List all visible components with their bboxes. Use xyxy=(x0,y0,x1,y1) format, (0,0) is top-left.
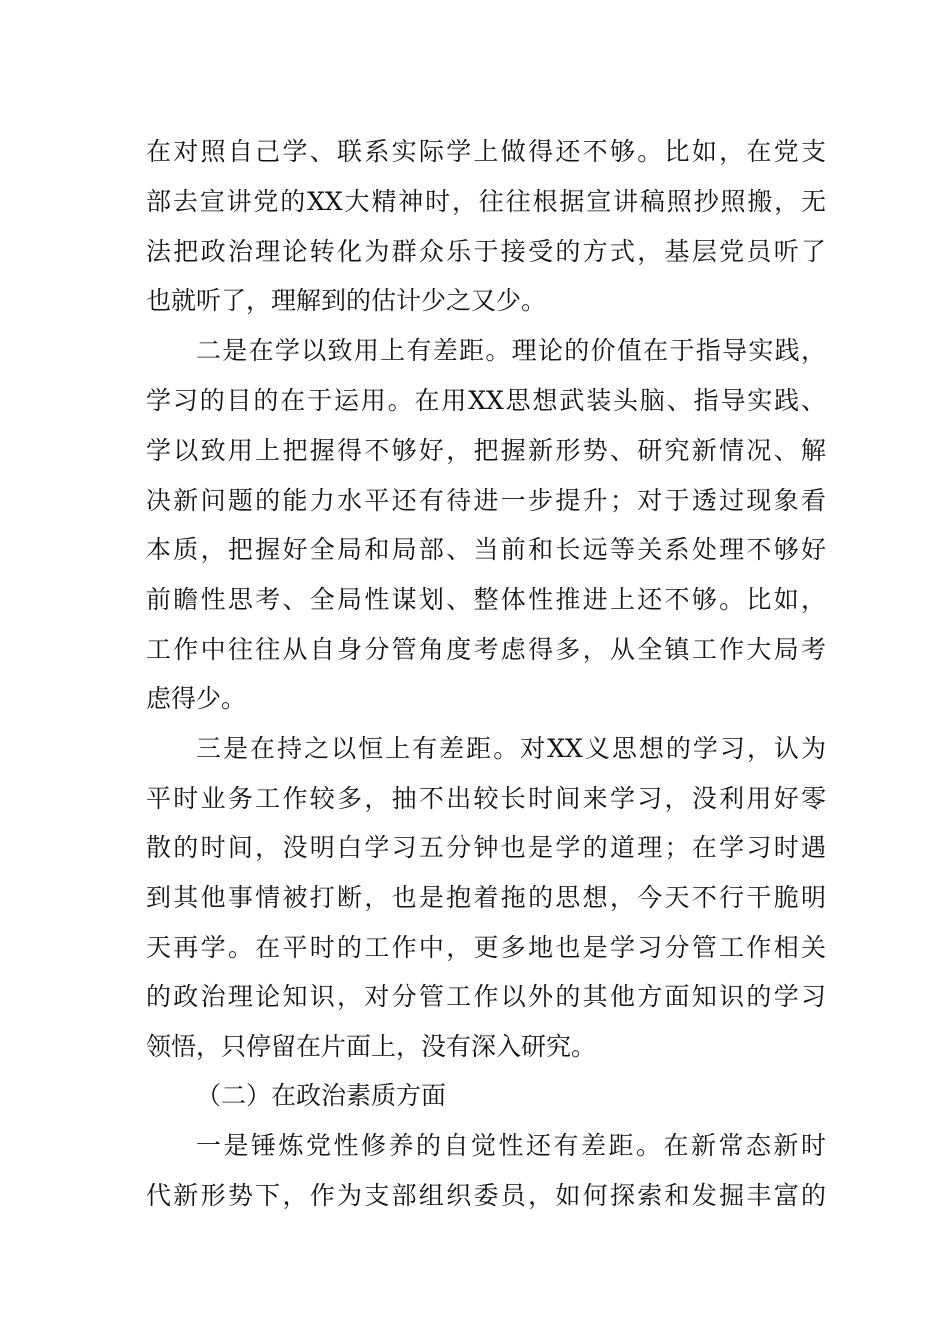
text-line: 学以致用上把握得不够好，把握新形势、研究新情况、解 xyxy=(146,436,826,465)
text-line: 代新形势下，作为支部组织委员，如何探索和发掘丰富的 xyxy=(146,1181,826,1210)
text-line: 散的时间，没明白学习五分钟也是学的道理；在学习时遇 xyxy=(146,833,826,862)
text-line: 工作中往往从自身分管角度考虑得多，从全镇工作大局考 xyxy=(146,635,826,664)
text-line: 在对照自己学、联系实际学上做得还不够。比如，在党支 xyxy=(146,137,826,166)
paragraph-start-line: 三是在持之以恒上有差距。对XX义思想的学习，认为 xyxy=(196,734,826,763)
paragraph-start-line: 一是锤炼党性修养的自觉性还有差距。在新常态新时 xyxy=(196,1131,826,1160)
section-heading: （二）在政治素质方面 xyxy=(196,1081,447,1110)
paragraph-start-line: 二是在学以致用上有差距。理论的价值在于指导实践， xyxy=(196,336,826,365)
text-line: 决新问题的能力水平还有待进一步提升；对于透过现象看 xyxy=(146,486,826,515)
text-line: 法把政治理论转化为群众乐于接受的方式，基层党员听了 xyxy=(146,237,826,266)
text-line: 前瞻性思考、全局性谋划、整体性推进上还不够。比如， xyxy=(146,585,826,614)
text-line: 本质，把握好全局和局部、当前和长远等关系处理不够好 xyxy=(146,535,826,564)
text-line: 到其他事情被打断，也是抱着拖的思想，今天不行干脆明 xyxy=(146,883,826,912)
text-line: 平时业务工作较多，抽不出较长时间来学习，没利用好零 xyxy=(146,784,826,813)
text-line: 天再学。在平时的工作中，更多地也是学习分管工作相关 xyxy=(146,933,826,962)
text-line: 部去宣讲党的XX大精神时，往往根据宣讲稿照抄照搬，无 xyxy=(146,187,826,216)
text-line: 的政治理论知识，对分管工作以外的其他方面知识的学习 xyxy=(146,982,826,1011)
text-line: 领悟，只停留在片面上，没有深入研究。 xyxy=(146,1032,597,1061)
text-line: 虑得少。 xyxy=(146,684,247,713)
text-line: 学习的目的在于运用。在用XX思想武装头脑、指导实践、 xyxy=(146,386,826,415)
text-line: 也就听了，理解到的估计少之又少。 xyxy=(146,286,547,315)
